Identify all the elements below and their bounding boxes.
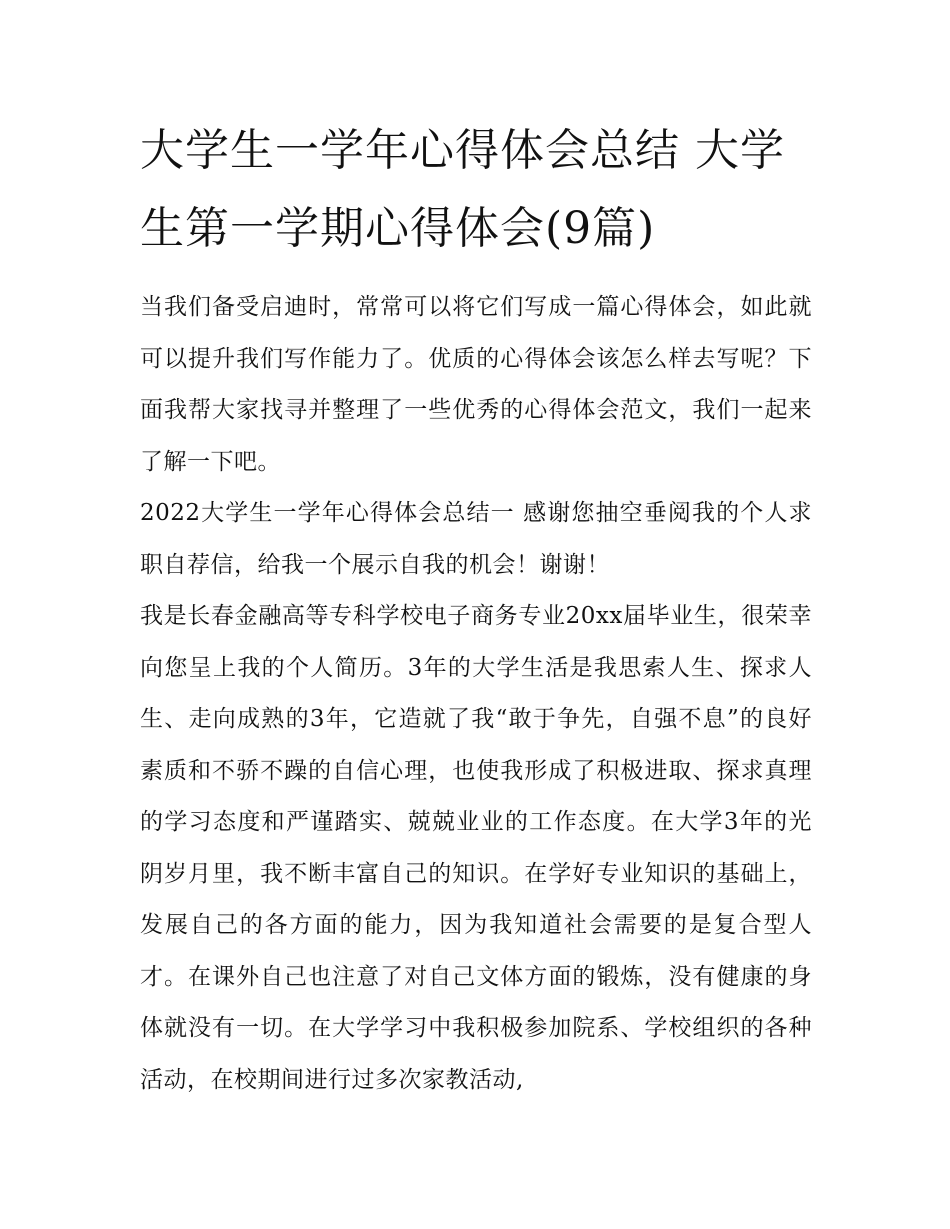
document-body xyxy=(140,112,812,1106)
paragraph-letter-opening: 2022大学生一学年心得体会总结一 感谢您抽空垂阅我的个人求职自荐信，给我一个展示自我的机会！谢谢！ xyxy=(140,500,812,578)
document-title: 大学生一学年心得体会总结 大学生第一学期心得体会(9篇) xyxy=(140,125,785,254)
paragraph-intro: 当我们备受启迪时，常常可以将它们写成一篇心得体会，如此就可以提升我们写作能力了。优质的心得体会该怎么样去写呢？下面我帮大家找寻并整理了一些优秀的心得体会范文，我们一起来了解一下吧。 xyxy=(140,294,812,475)
paragraph-self-introduction: 我是长春金融高等专科学校电子商务专业20xx届毕业生，很荣幸向您呈上我的个人简历。3年的大学生活是我思索人生、探求人生、走向成熟的3年，它造就了我“敢于争先，自强不息”的良好素质和不骄不躁的自信心理，也使我形成了积极进取、探求真理的学习态度和严谨踏实、兢兢业业的工作态度。在大学3年的光阴岁月里，我不断丰富自己的知识。在学好专业知识的基础上，发展自己的各方面的能力，因为我知道社会需要的是复合型人才。在课外自己也注意了对自己文体方面的锻炼，没有健康的身体就没有一切。在大学学习中我积极参加院系、学校组织的各种活动，在校期间进行过多次家教活动, xyxy=(140,603,812,1093)
